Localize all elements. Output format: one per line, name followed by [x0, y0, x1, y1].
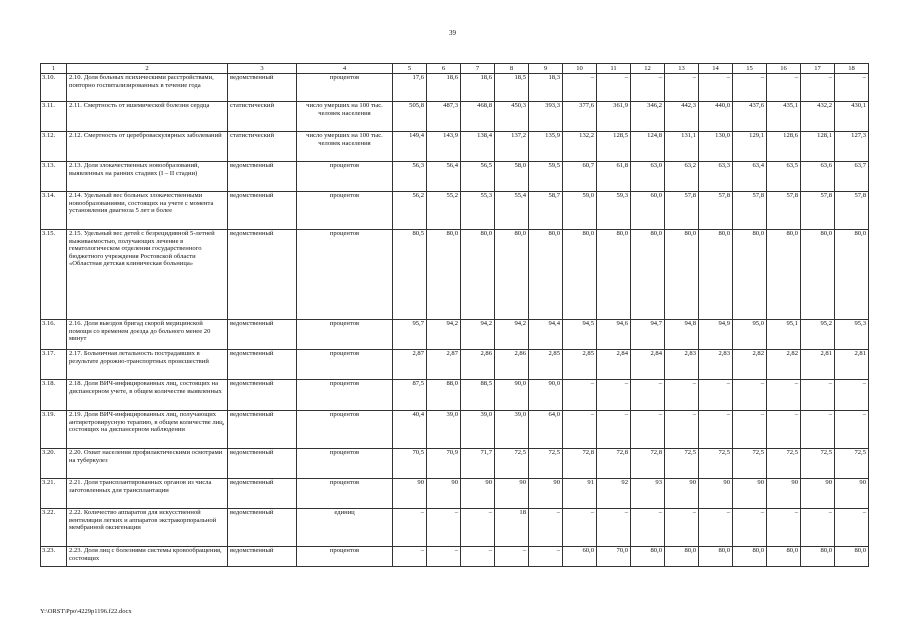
data-source-cell: ведомственный [228, 230, 297, 320]
indicator-name-cell: 2.13. Доля злокачественных новообразований, выявленных на ранних стадиях (I – II стадии) [67, 162, 228, 192]
unit-cell: процентов [297, 411, 393, 449]
data-source-cell: ведомственный [228, 380, 297, 411]
row-number-cell: 3.20. [41, 449, 67, 479]
value-cell: 72,5 [801, 449, 835, 479]
value-cell: – [597, 509, 631, 547]
value-cell: 487,3 [427, 102, 461, 132]
value-cell: 2,84 [597, 350, 631, 380]
value-cell: 361,9 [597, 102, 631, 132]
column-number-cell: 10 [563, 64, 597, 74]
value-cell: 59,5 [529, 162, 563, 192]
unit-cell: процентов [297, 350, 393, 380]
table-row [41, 509, 869, 547]
value-cell: 72,5 [733, 449, 767, 479]
value-cell: – [631, 411, 665, 449]
value-cell: 132,2 [563, 132, 597, 162]
value-cell: 63,4 [733, 162, 767, 192]
value-cell: – [733, 509, 767, 547]
unit-cell: число умерших на 100 тыс. человек населения [297, 132, 393, 162]
value-cell: 2,81 [835, 350, 869, 380]
data-source-cell: статистический [228, 102, 297, 132]
indicator-name-cell: 2.23. Доля лиц с болезнями системы кровообращения, состоящих [67, 547, 228, 567]
unit-cell: процентов [297, 449, 393, 479]
value-cell: 130,0 [699, 132, 733, 162]
value-cell: 80,0 [699, 547, 733, 567]
row-number-cell: 3.23. [41, 547, 67, 567]
value-cell: 430,1 [835, 102, 869, 132]
value-cell: 18 [495, 509, 529, 547]
value-cell: 60,0 [563, 547, 597, 567]
value-cell: – [529, 509, 563, 547]
value-cell: 90 [733, 479, 767, 509]
value-cell: 18,6 [427, 74, 461, 102]
value-cell: 63,3 [699, 162, 733, 192]
value-cell: 95,3 [835, 320, 869, 350]
value-cell: – [495, 547, 529, 567]
value-cell: 39,0 [427, 411, 461, 449]
value-cell: 90 [393, 479, 427, 509]
data-source-cell: ведомственный [228, 449, 297, 479]
value-cell: 72,8 [631, 449, 665, 479]
value-cell: 40,4 [393, 411, 427, 449]
value-cell: – [563, 509, 597, 547]
value-cell: 18,5 [495, 74, 529, 102]
value-cell: 57,8 [801, 192, 835, 230]
value-cell: 72,8 [563, 449, 597, 479]
unit-cell: процентов [297, 320, 393, 350]
value-cell: – [699, 509, 733, 547]
value-cell: – [665, 411, 699, 449]
column-number-cell: 18 [835, 64, 869, 74]
value-cell: – [461, 509, 495, 547]
value-cell: – [529, 547, 563, 567]
value-cell: 93 [631, 479, 665, 509]
data-source-cell: ведомственный [228, 479, 297, 509]
data-source-cell: ведомственный [228, 162, 297, 192]
column-number-cell: 7 [461, 64, 495, 74]
value-cell: – [767, 411, 801, 449]
value-cell: 56,3 [393, 162, 427, 192]
value-cell: 18,3 [529, 74, 563, 102]
column-number-cell: 2 [67, 64, 228, 74]
data-source-cell: ведомственный [228, 192, 297, 230]
value-cell: – [461, 547, 495, 567]
value-cell: – [563, 411, 597, 449]
table-row [41, 411, 869, 449]
value-cell: 2,82 [767, 350, 801, 380]
value-cell: – [733, 74, 767, 102]
value-cell: 442,3 [665, 102, 699, 132]
value-cell: 468,8 [461, 102, 495, 132]
value-cell: 72,5 [665, 449, 699, 479]
value-cell: 95,1 [767, 320, 801, 350]
row-number-cell: 3.19. [41, 411, 67, 449]
data-source-cell: ведомственный [228, 411, 297, 449]
indicator-name-cell: 2.15. Удельный вес детей с безрецидивной 5-летней выживаемостью, получающих лечение в гематологическом отделении государственного бюджетного учреждения Ростовской области «Областная детская клиническая больница» [67, 230, 228, 320]
value-cell: – [835, 509, 869, 547]
value-cell: 88,5 [461, 380, 495, 411]
value-cell: 437,6 [733, 102, 767, 132]
value-cell: 94,8 [665, 320, 699, 350]
value-cell: 39,0 [495, 411, 529, 449]
value-cell: – [801, 411, 835, 449]
table-row [41, 74, 869, 102]
row-number-cell: 3.13. [41, 162, 67, 192]
value-cell: 90 [529, 479, 563, 509]
indicator-name-cell: 2.17. Больничная летальность пострадавших в результате дорожно-транспортных происшествий [67, 350, 228, 380]
value-cell: – [563, 380, 597, 411]
row-number-cell: 3.11. [41, 102, 67, 132]
value-cell: 80,0 [835, 547, 869, 567]
value-cell: 124,8 [631, 132, 665, 162]
value-cell: – [597, 411, 631, 449]
value-cell: 80,0 [835, 230, 869, 320]
value-cell: 57,8 [767, 192, 801, 230]
indicator-name-cell: 2.19. Доля ВИЧ-инфицированных лиц, получающих антиретровирусную терапию, в общем количестве лиц, состоящих на диспансерном наблюдении [67, 411, 228, 449]
value-cell: 90,0 [529, 380, 563, 411]
value-cell: 128,6 [767, 132, 801, 162]
column-number-cell: 12 [631, 64, 665, 74]
value-cell: – [801, 74, 835, 102]
value-cell: 60,7 [563, 162, 597, 192]
value-cell: 131,1 [665, 132, 699, 162]
value-cell: – [835, 74, 869, 102]
column-number-cell: 17 [801, 64, 835, 74]
table-row [41, 320, 869, 350]
value-cell: 90 [801, 479, 835, 509]
row-number-cell: 3.18. [41, 380, 67, 411]
value-cell: 432,2 [801, 102, 835, 132]
value-cell: 70,9 [427, 449, 461, 479]
value-cell: – [733, 411, 767, 449]
value-cell: 90,0 [495, 380, 529, 411]
unit-cell: число умерших на 100 тыс. человек населения [297, 102, 393, 132]
value-cell: 2,84 [631, 350, 665, 380]
value-cell: 90 [427, 479, 461, 509]
value-cell: 2,82 [733, 350, 767, 380]
value-cell: – [427, 509, 461, 547]
value-cell: – [767, 509, 801, 547]
table-row [41, 547, 869, 567]
value-cell: 94,2 [461, 320, 495, 350]
value-cell: 80,0 [631, 230, 665, 320]
value-cell: 80,0 [801, 230, 835, 320]
data-source-cell: ведомственный [228, 74, 297, 102]
value-cell: 127,3 [835, 132, 869, 162]
value-cell: 95,7 [393, 320, 427, 350]
table-row [41, 350, 869, 380]
value-cell: 80,0 [495, 230, 529, 320]
value-cell: 56,2 [393, 192, 427, 230]
value-cell: – [767, 380, 801, 411]
column-number-cell: 4 [297, 64, 393, 74]
data-source-cell: ведомственный [228, 509, 297, 547]
value-cell: 80,0 [427, 230, 461, 320]
value-cell: – [631, 74, 665, 102]
value-cell: 80,0 [563, 230, 597, 320]
unit-cell: единиц [297, 509, 393, 547]
value-cell: 59,3 [597, 192, 631, 230]
page-number: 39 [449, 29, 456, 37]
table-row [41, 230, 869, 320]
value-cell: – [767, 74, 801, 102]
value-cell: 505,8 [393, 102, 427, 132]
value-cell: – [835, 380, 869, 411]
value-cell: 56,4 [427, 162, 461, 192]
column-number-cell: 11 [597, 64, 631, 74]
value-cell: 2,85 [563, 350, 597, 380]
value-cell: 90 [835, 479, 869, 509]
column-number-row [41, 64, 869, 74]
value-cell: 61,8 [597, 162, 631, 192]
unit-cell: процентов [297, 479, 393, 509]
indicator-name-cell: 2.12. Смертность от цереброваскулярных заболеваний [67, 132, 228, 162]
column-number-cell: 16 [767, 64, 801, 74]
value-cell: – [699, 74, 733, 102]
table-row [41, 449, 869, 479]
value-cell: 63,0 [631, 162, 665, 192]
unit-cell: процентов [297, 230, 393, 320]
value-cell: 2,83 [665, 350, 699, 380]
value-cell: 72,5 [835, 449, 869, 479]
column-number-cell: 1 [41, 64, 67, 74]
value-cell: 94,7 [631, 320, 665, 350]
indicator-name-cell: 2.18. Доля ВИЧ-инфицированных лиц, состоящих на диспансерном учете, в общем количестве выявленных [67, 380, 228, 411]
value-cell: 90 [495, 479, 529, 509]
value-cell: – [393, 547, 427, 567]
column-number-cell: 8 [495, 64, 529, 74]
indicator-name-cell: 2.10. Доля больных психическими расстройствами, повторно госпитализированных в течение года [67, 74, 228, 102]
column-number-cell: 13 [665, 64, 699, 74]
indicator-name-cell: 2.14. Удельный вес больных злокачественными новообразованиями, состоящих на учете с момента установления диагноза 5 лет и более [67, 192, 228, 230]
row-number-cell: 3.22. [41, 509, 67, 547]
value-cell: – [597, 74, 631, 102]
value-cell: 80,0 [733, 230, 767, 320]
value-cell: 94,4 [529, 320, 563, 350]
value-cell: – [427, 547, 461, 567]
value-cell: 92 [597, 479, 631, 509]
value-cell: 80,0 [665, 547, 699, 567]
value-cell: 135,9 [529, 132, 563, 162]
unit-cell: процентов [297, 162, 393, 192]
value-cell: 80,0 [529, 230, 563, 320]
value-cell: 57,8 [665, 192, 699, 230]
value-cell: – [597, 380, 631, 411]
data-source-cell: статистический [228, 132, 297, 162]
value-cell: – [699, 411, 733, 449]
value-cell: 80,0 [801, 547, 835, 567]
row-number-cell: 3.12. [41, 132, 67, 162]
column-number-cell: 6 [427, 64, 461, 74]
value-cell: 90 [767, 479, 801, 509]
value-cell: 80,0 [597, 230, 631, 320]
data-source-cell: ведомственный [228, 320, 297, 350]
column-number-cell: 14 [699, 64, 733, 74]
unit-cell: процентов [297, 74, 393, 102]
value-cell: 2,81 [801, 350, 835, 380]
value-cell: 128,5 [597, 132, 631, 162]
column-number-cell: 3 [228, 64, 297, 74]
value-cell: 80,0 [461, 230, 495, 320]
value-cell: 2,83 [699, 350, 733, 380]
value-cell: 56,5 [461, 162, 495, 192]
value-cell: – [699, 380, 733, 411]
column-number-cell: 9 [529, 64, 563, 74]
value-cell: 393,3 [529, 102, 563, 132]
value-cell: 2,87 [393, 350, 427, 380]
value-cell: 59,0 [563, 192, 597, 230]
value-cell: 91 [563, 479, 597, 509]
table-row [41, 102, 869, 132]
value-cell: – [563, 74, 597, 102]
value-cell: 95,0 [733, 320, 767, 350]
value-cell: 63,2 [665, 162, 699, 192]
value-cell: 72,5 [529, 449, 563, 479]
value-cell: 80,0 [631, 547, 665, 567]
data-source-cell: ведомственный [228, 350, 297, 380]
data-source-cell: ведомственный [228, 547, 297, 567]
value-cell: 138,4 [461, 132, 495, 162]
value-cell: – [801, 380, 835, 411]
value-cell: 94,9 [699, 320, 733, 350]
value-cell: 94,2 [427, 320, 461, 350]
value-cell: 55,3 [461, 192, 495, 230]
value-cell: 450,3 [495, 102, 529, 132]
table-row [41, 192, 869, 230]
value-cell: 39,0 [461, 411, 495, 449]
value-cell: 63,7 [835, 162, 869, 192]
indicator-name-cell: 2.21. Доля трансплантированных органов из числа заготовленных для трансплантации [67, 479, 228, 509]
value-cell: 2,86 [461, 350, 495, 380]
indicator-name-cell: 2.22. Количество аппаратов для искусственной вентиляции легких и аппаратов экстракорпоральной мембранной оксигенации [67, 509, 228, 547]
value-cell: 80,0 [665, 230, 699, 320]
value-cell: 94,5 [563, 320, 597, 350]
table-row [41, 380, 869, 411]
value-cell: 95,2 [801, 320, 835, 350]
value-cell: – [393, 509, 427, 547]
row-number-cell: 3.16. [41, 320, 67, 350]
unit-cell: процентов [297, 547, 393, 567]
row-number-cell: 3.14. [41, 192, 67, 230]
value-cell: 58,7 [529, 192, 563, 230]
value-cell: 70,0 [597, 547, 631, 567]
value-cell: 57,8 [699, 192, 733, 230]
value-cell: – [665, 380, 699, 411]
table-row [41, 162, 869, 192]
value-cell: 57,8 [733, 192, 767, 230]
value-cell: 80,0 [699, 230, 733, 320]
value-cell: 17,6 [393, 74, 427, 102]
value-cell: 72,5 [495, 449, 529, 479]
value-cell: – [665, 509, 699, 547]
unit-cell: процентов [297, 192, 393, 230]
value-cell: 90 [665, 479, 699, 509]
value-cell: 2,86 [495, 350, 529, 380]
value-cell: 72,5 [767, 449, 801, 479]
value-cell: 94,6 [597, 320, 631, 350]
value-cell: 80,0 [767, 547, 801, 567]
column-number-cell: 15 [733, 64, 767, 74]
indicator-name-cell: 2.16. Доля выездов бригад скорой медицинской помощи со временем доезда до больного менее 20 минут [67, 320, 228, 350]
value-cell: 80,0 [733, 547, 767, 567]
value-cell: 2,87 [427, 350, 461, 380]
value-cell: 72,8 [597, 449, 631, 479]
indicators-table [40, 63, 869, 567]
row-number-cell: 3.17. [41, 350, 67, 380]
value-cell: 87,5 [393, 380, 427, 411]
value-cell: – [733, 380, 767, 411]
table-row [41, 132, 869, 162]
value-cell: 2,85 [529, 350, 563, 380]
value-cell: 72,5 [699, 449, 733, 479]
value-cell: 70,5 [393, 449, 427, 479]
value-cell: – [631, 509, 665, 547]
row-number-cell: 3.10. [41, 74, 67, 102]
value-cell: 94,2 [495, 320, 529, 350]
value-cell: – [665, 74, 699, 102]
value-cell: 143,9 [427, 132, 461, 162]
unit-cell: процентов [297, 380, 393, 411]
row-number-cell: 3.21. [41, 479, 67, 509]
value-cell: 58,0 [495, 162, 529, 192]
value-cell: 63,5 [767, 162, 801, 192]
value-cell: 128,1 [801, 132, 835, 162]
column-number-cell: 5 [393, 64, 427, 74]
value-cell: 71,7 [461, 449, 495, 479]
value-cell: – [835, 411, 869, 449]
value-cell: 64,0 [529, 411, 563, 449]
value-cell: 88,0 [427, 380, 461, 411]
value-cell: 90 [461, 479, 495, 509]
value-cell: 90 [699, 479, 733, 509]
value-cell: 440,0 [699, 102, 733, 132]
value-cell: 346,2 [631, 102, 665, 132]
value-cell: 149,4 [393, 132, 427, 162]
value-cell: – [631, 380, 665, 411]
value-cell: – [801, 509, 835, 547]
value-cell: 55,2 [427, 192, 461, 230]
table-row [41, 479, 869, 509]
value-cell: 377,6 [563, 102, 597, 132]
value-cell: 55,4 [495, 192, 529, 230]
value-cell: 60,0 [631, 192, 665, 230]
indicator-name-cell: 2.11. Смертность от ишемической болезни сердца [67, 102, 228, 132]
value-cell: 63,6 [801, 162, 835, 192]
value-cell: 18,6 [461, 74, 495, 102]
value-cell: 435,1 [767, 102, 801, 132]
value-cell: 137,2 [495, 132, 529, 162]
file-path-footer: Y:\ORST\Ppo\4229p1196.f22.docx [40, 608, 132, 615]
indicator-name-cell: 2.20. Охват населения профилактическими осмотрами на туберкулез [67, 449, 228, 479]
row-number-cell: 3.15. [41, 230, 67, 320]
value-cell: 57,8 [835, 192, 869, 230]
value-cell: 80,0 [767, 230, 801, 320]
value-cell: 129,1 [733, 132, 767, 162]
value-cell: 80,5 [393, 230, 427, 320]
